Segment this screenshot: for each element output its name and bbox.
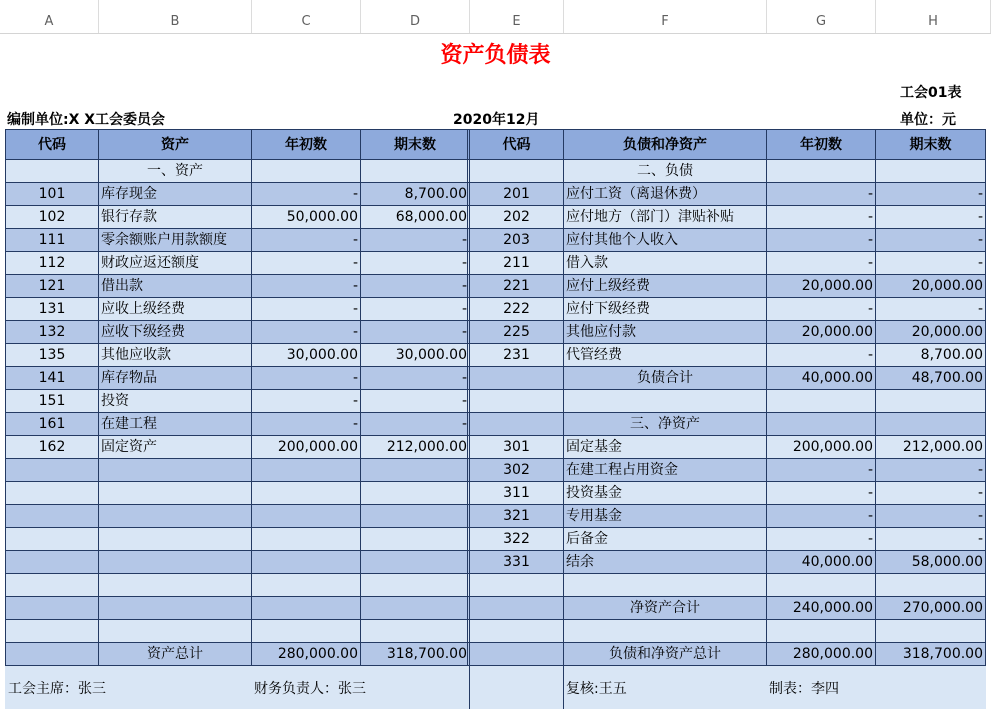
cell-a-21[interactable] xyxy=(5,643,99,666)
cell-c-7[interactable]: - xyxy=(252,321,361,344)
cell-c-17[interactable] xyxy=(252,551,361,574)
cell-h-7[interactable]: 20,000.00 xyxy=(876,321,986,344)
cell-b-20[interactable] xyxy=(99,620,252,643)
cell-f-2[interactable]: 应付地方（部门）津贴补贴 xyxy=(564,206,767,229)
header-end[interactable]: 期末数 xyxy=(361,129,470,160)
cell-c-1[interactable]: - xyxy=(252,183,361,206)
cell-b-14[interactable] xyxy=(99,482,252,505)
cell-b-9[interactable]: 库存物品 xyxy=(99,367,252,390)
cell-d-14[interactable] xyxy=(361,482,470,505)
cell-g-8[interactable]: - xyxy=(767,344,876,367)
cell-e-10[interactable] xyxy=(470,390,564,413)
cell-f-1[interactable]: 应付工资（离退休费） xyxy=(564,183,767,206)
cell-f-14[interactable]: 投资基金 xyxy=(564,482,767,505)
column-header-c[interactable]: C xyxy=(252,0,361,33)
cell-g-7[interactable]: 20,000.00 xyxy=(767,321,876,344)
cell-f-6[interactable]: 应付下级经费 xyxy=(564,298,767,321)
cell-h-16[interactable]: - xyxy=(876,528,986,551)
column-header-g[interactable]: G xyxy=(767,0,876,33)
cell-f-16[interactable]: 后备金 xyxy=(564,528,767,551)
cell-h-3[interactable]: - xyxy=(876,229,986,252)
cell-c-0[interactable] xyxy=(252,160,361,183)
footer-finance: 财务负责人：张三 xyxy=(254,681,366,697)
cell-g-12[interactable]: 200,000.00 xyxy=(767,436,876,459)
cell-d-1[interactable]: 8,700.00 xyxy=(361,183,470,206)
cell-g-0[interactable] xyxy=(767,160,876,183)
cell-a-6[interactable]: 131 xyxy=(5,298,99,321)
cell-f-18[interactable] xyxy=(564,574,767,597)
cell-g-1[interactable]: - xyxy=(767,183,876,206)
cell-e-19[interactable] xyxy=(470,597,564,620)
cell-h-0[interactable] xyxy=(876,160,986,183)
cell-b-12[interactable]: 固定资产 xyxy=(99,436,252,459)
cell-g-20[interactable] xyxy=(767,620,876,643)
cell-e-6[interactable]: 222 xyxy=(470,298,564,321)
cell-b-6[interactable]: 应收上级经费 xyxy=(99,298,252,321)
cell-g-2[interactable]: - xyxy=(767,206,876,229)
column-header-b[interactable]: B xyxy=(99,0,252,33)
cell-b-11[interactable]: 在建工程 xyxy=(99,413,252,436)
cell-c-18[interactable] xyxy=(252,574,361,597)
cell-f-12[interactable]: 固定基金 xyxy=(564,436,767,459)
cell-c-3[interactable]: - xyxy=(252,229,361,252)
cell-a-8[interactable]: 135 xyxy=(5,344,99,367)
cell-g-3[interactable]: - xyxy=(767,229,876,252)
cell-f-10[interactable] xyxy=(564,390,767,413)
cell-d-9[interactable]: - xyxy=(361,367,470,390)
cell-g-13[interactable]: - xyxy=(767,459,876,482)
cell-g-17[interactable]: 40,000.00 xyxy=(767,551,876,574)
cell-a-15[interactable] xyxy=(5,505,99,528)
cell-g-5[interactable]: 20,000.00 xyxy=(767,275,876,298)
cell-f-7[interactable]: 其他应付款 xyxy=(564,321,767,344)
cell-c-9[interactable]: - xyxy=(252,367,361,390)
cell-e-5[interactable]: 221 xyxy=(470,275,564,298)
header-begin2[interactable]: 年初数 xyxy=(767,129,876,160)
cell-f-19[interactable]: 净资产合计 xyxy=(564,597,767,620)
cell-h-14[interactable]: - xyxy=(876,482,986,505)
cell-b-5[interactable]: 借出款 xyxy=(99,275,252,298)
cell-g-21[interactable]: 280,000.00 xyxy=(767,643,876,666)
cell-a-2[interactable]: 102 xyxy=(5,206,99,229)
cell-e-8[interactable]: 231 xyxy=(470,344,564,367)
cell-e-0[interactable] xyxy=(470,160,564,183)
cell-h-15[interactable]: - xyxy=(876,505,986,528)
cell-d-0[interactable] xyxy=(361,160,470,183)
cell-b-10[interactable]: 投资 xyxy=(99,390,252,413)
cell-d-3[interactable]: - xyxy=(361,229,470,252)
cell-c-6[interactable]: - xyxy=(252,298,361,321)
cell-h-8[interactable]: 8,700.00 xyxy=(876,344,986,367)
cell-h-20[interactable] xyxy=(876,620,986,643)
cell-e-3[interactable]: 203 xyxy=(470,229,564,252)
cell-g-10[interactable] xyxy=(767,390,876,413)
cell-c-14[interactable] xyxy=(252,482,361,505)
cell-e-16[interactable]: 322 xyxy=(470,528,564,551)
cell-e-15[interactable]: 321 xyxy=(470,505,564,528)
cell-c-2[interactable]: 50,000.00 xyxy=(252,206,361,229)
header-code2[interactable]: 代码 xyxy=(470,129,564,160)
cell-a-3[interactable]: 111 xyxy=(5,229,99,252)
section-divider xyxy=(467,129,468,666)
unit-label: 单位：元 xyxy=(900,112,956,128)
cell-d-6[interactable]: - xyxy=(361,298,470,321)
cell-h-19[interactable]: 270,000.00 xyxy=(876,597,986,620)
cell-d-15[interactable] xyxy=(361,505,470,528)
cell-f-5[interactable]: 应付上级经费 xyxy=(564,275,767,298)
org-label: 编制单位:X X工会委员会 xyxy=(7,112,166,128)
cell-b-0[interactable]: 一、资产 xyxy=(99,160,252,183)
cell-a-0[interactable] xyxy=(5,160,99,183)
cell-b-21[interactable]: 资产总计 xyxy=(99,643,252,666)
cell-d-10[interactable]: - xyxy=(361,390,470,413)
cell-b-4[interactable]: 财政应返还额度 xyxy=(99,252,252,275)
column-header-d[interactable]: D xyxy=(361,0,470,33)
cell-h-4[interactable]: - xyxy=(876,252,986,275)
cell-c-21[interactable]: 280,000.00 xyxy=(252,643,361,666)
cell-c-16[interactable] xyxy=(252,528,361,551)
cell-g-14[interactable]: - xyxy=(767,482,876,505)
cell-d-19[interactable] xyxy=(361,597,470,620)
cell-f-11[interactable]: 三、净资产 xyxy=(564,413,767,436)
footer-review: 复核:王五 xyxy=(566,681,627,697)
cell-d-21[interactable]: 318,700.00 xyxy=(361,643,470,666)
cell-d-13[interactable] xyxy=(361,459,470,482)
cell-e-21[interactable] xyxy=(470,643,564,666)
header-asset[interactable]: 资产 xyxy=(99,129,252,160)
cell-a-13[interactable] xyxy=(5,459,99,482)
form-number: 工会01表 xyxy=(900,85,962,101)
cell-d-5[interactable]: - xyxy=(361,275,470,298)
cell-f-20[interactable] xyxy=(564,620,767,643)
column-header-a[interactable]: A xyxy=(0,0,99,33)
cell-c-4[interactable]: - xyxy=(252,252,361,275)
sheet-title: 资产负债表 xyxy=(440,43,551,68)
cell-c-15[interactable] xyxy=(252,505,361,528)
cell-b-13[interactable] xyxy=(99,459,252,482)
cell-h-6[interactable]: - xyxy=(876,298,986,321)
cell-e-12[interactable]: 301 xyxy=(470,436,564,459)
cell-e-11[interactable] xyxy=(470,413,564,436)
cell-b-1[interactable]: 库存现金 xyxy=(99,183,252,206)
column-header-h[interactable]: H xyxy=(876,0,991,33)
cell-e-9[interactable] xyxy=(470,367,564,390)
cell-c-13[interactable] xyxy=(252,459,361,482)
cell-d-16[interactable] xyxy=(361,528,470,551)
cell-g-4[interactable]: - xyxy=(767,252,876,275)
cell-g-11[interactable] xyxy=(767,413,876,436)
cell-g-16[interactable]: - xyxy=(767,528,876,551)
period-label: 2020年12月 xyxy=(453,112,540,128)
cell-b-17[interactable] xyxy=(99,551,252,574)
header-begin[interactable]: 年初数 xyxy=(252,129,361,160)
cell-g-18[interactable] xyxy=(767,574,876,597)
cell-c-12[interactable]: 200,000.00 xyxy=(252,436,361,459)
cell-f-21[interactable]: 负债和净资产总计 xyxy=(564,643,767,666)
column-header-e[interactable]: E xyxy=(470,0,564,33)
cell-f-3[interactable]: 应付其他个人收入 xyxy=(564,229,767,252)
cell-a-17[interactable] xyxy=(5,551,99,574)
cell-a-18[interactable] xyxy=(5,574,99,597)
cell-d-2[interactable]: 68,000.00 xyxy=(361,206,470,229)
cell-d-17[interactable] xyxy=(361,551,470,574)
cell-a-1[interactable]: 101 xyxy=(5,183,99,206)
cell-g-6[interactable]: - xyxy=(767,298,876,321)
cell-b-18[interactable] xyxy=(99,574,252,597)
cell-h-18[interactable] xyxy=(876,574,986,597)
cell-d-7[interactable]: - xyxy=(361,321,470,344)
cell-f-8[interactable]: 代管经费 xyxy=(564,344,767,367)
footer-cell-2[interactable] xyxy=(470,666,564,709)
cell-a-10[interactable]: 151 xyxy=(5,390,99,413)
cell-c-10[interactable]: - xyxy=(252,390,361,413)
cell-b-15[interactable] xyxy=(99,505,252,528)
cell-h-9[interactable]: 48,700.00 xyxy=(876,367,986,390)
cell-h-12[interactable]: 212,000.00 xyxy=(876,436,986,459)
cell-d-18[interactable] xyxy=(361,574,470,597)
cell-c-8[interactable]: 30,000.00 xyxy=(252,344,361,367)
cell-h-11[interactable] xyxy=(876,413,986,436)
cell-h-21[interactable]: 318,700.00 xyxy=(876,643,986,666)
footer-chair: 工会主席：张三 xyxy=(8,681,106,697)
cell-a-11[interactable]: 161 xyxy=(5,413,99,436)
cell-d-4[interactable]: - xyxy=(361,252,470,275)
cell-f-13[interactable]: 在建工程占用资金 xyxy=(564,459,767,482)
cell-a-9[interactable]: 141 xyxy=(5,367,99,390)
cell-a-14[interactable] xyxy=(5,482,99,505)
cell-f-17[interactable]: 结余 xyxy=(564,551,767,574)
cell-h-2[interactable]: - xyxy=(876,206,986,229)
cell-e-7[interactable]: 225 xyxy=(470,321,564,344)
cell-c-11[interactable]: - xyxy=(252,413,361,436)
cell-f-0[interactable]: 二、负债 xyxy=(564,160,767,183)
cell-c-20[interactable] xyxy=(252,620,361,643)
cell-d-12[interactable]: 212,000.00 xyxy=(361,436,470,459)
cell-d-11[interactable]: - xyxy=(361,413,470,436)
cell-e-14[interactable]: 311 xyxy=(470,482,564,505)
cell-g-19[interactable]: 240,000.00 xyxy=(767,597,876,620)
cell-e-17[interactable]: 331 xyxy=(470,551,564,574)
cell-e-13[interactable]: 302 xyxy=(470,459,564,482)
cell-e-20[interactable] xyxy=(470,620,564,643)
cell-a-12[interactable]: 162 xyxy=(5,436,99,459)
cell-h-13[interactable]: - xyxy=(876,459,986,482)
cell-a-7[interactable]: 132 xyxy=(5,321,99,344)
cell-d-20[interactable] xyxy=(361,620,470,643)
cell-b-19[interactable] xyxy=(99,597,252,620)
cell-a-19[interactable] xyxy=(5,597,99,620)
cell-e-4[interactable]: 211 xyxy=(470,252,564,275)
footer-maker: 制表：李四 xyxy=(769,681,839,697)
column-header-bar xyxy=(0,0,991,34)
cell-c-19[interactable] xyxy=(252,597,361,620)
cell-b-2[interactable]: 银行存款 xyxy=(99,206,252,229)
cell-b-16[interactable] xyxy=(99,528,252,551)
cell-d-8[interactable]: 30,000.00 xyxy=(361,344,470,367)
cell-f-15[interactable]: 专用基金 xyxy=(564,505,767,528)
cell-a-4[interactable]: 112 xyxy=(5,252,99,275)
header-code[interactable]: 代码 xyxy=(5,129,99,160)
cell-h-1[interactable]: - xyxy=(876,183,986,206)
cell-g-15[interactable]: - xyxy=(767,505,876,528)
cell-b-7[interactable]: 应收下级经费 xyxy=(99,321,252,344)
cell-a-20[interactable] xyxy=(5,620,99,643)
cell-a-5[interactable]: 121 xyxy=(5,275,99,298)
cell-b-3[interactable]: 零余额账户用款额度 xyxy=(99,229,252,252)
cell-g-9[interactable]: 40,000.00 xyxy=(767,367,876,390)
cell-a-16[interactable] xyxy=(5,528,99,551)
cell-f-9[interactable]: 负债合计 xyxy=(564,367,767,390)
header-end2[interactable]: 期末数 xyxy=(876,129,986,160)
cell-c-5[interactable]: - xyxy=(252,275,361,298)
cell-e-2[interactable]: 202 xyxy=(470,206,564,229)
cell-e-18[interactable] xyxy=(470,574,564,597)
header-liab[interactable]: 负债和净资产 xyxy=(564,129,767,160)
cell-h-17[interactable]: 58,000.00 xyxy=(876,551,986,574)
cell-f-4[interactable]: 借入款 xyxy=(564,252,767,275)
footer-cell-5[interactable] xyxy=(876,666,986,709)
column-header-f[interactable]: F xyxy=(564,0,767,33)
cell-e-1[interactable]: 201 xyxy=(470,183,564,206)
cell-h-5[interactable]: 20,000.00 xyxy=(876,275,986,298)
cell-b-8[interactable]: 其他应收款 xyxy=(99,344,252,367)
cell-h-10[interactable] xyxy=(876,390,986,413)
